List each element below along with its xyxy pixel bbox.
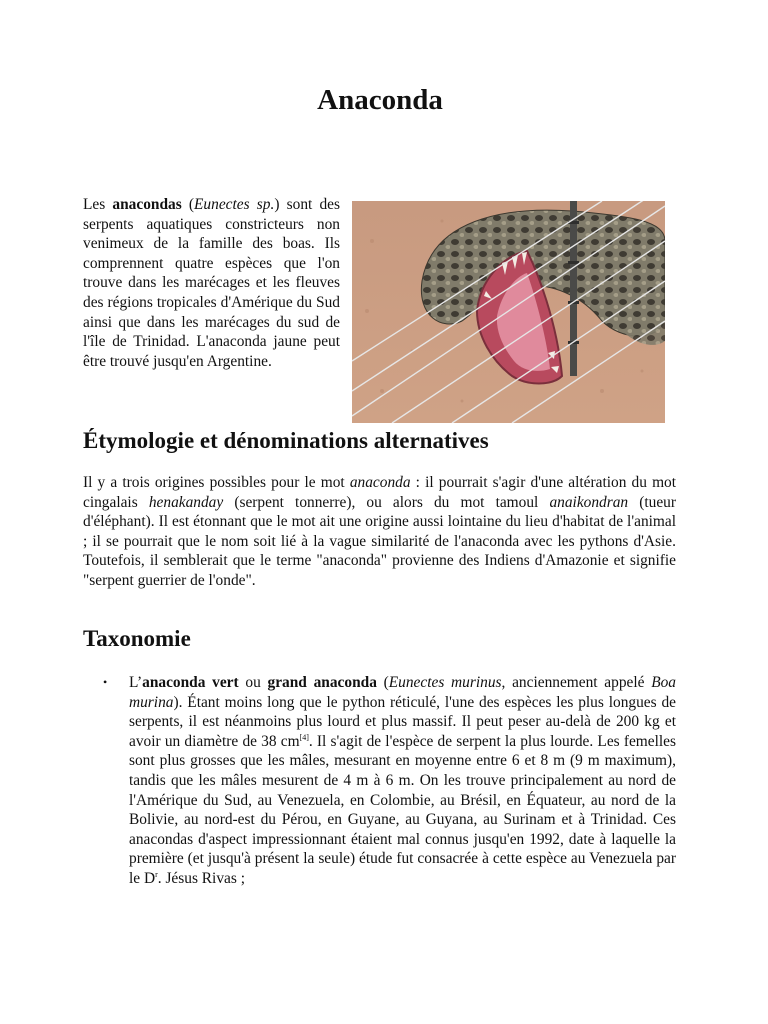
citation-link[interactable]: [4] bbox=[299, 732, 309, 742]
etymology-paragraph: Il y a trois origines possibles pour le mot anaconda : il pourrait s'agir d'une altération du mot cingalais henakanday (serpent tonnerre), ou alors du mot tamoul anaikondran (tueur d'éléphant). Il est étonnant que le mot ait une origine aussi lointaine du lieu d'habitat de l'animal ; il se pourrait que le nom soit lié à la vague similarité de l'anaconda avec les pythons d'Asie. Toutefois, il semblerait que le terme "anaconda" provienne des Indiens d'Amazonie et signifie "serpent guerrier de l'onde". bbox=[83, 474, 677, 589]
anaconda-photo bbox=[352, 201, 665, 423]
bullet-icon: • bbox=[103, 675, 108, 689]
list-item: • L’anaconda vert ou grand anaconda (Eunectes murinus, anciennement appelé Boa murina). Étant moins long que le python réticulé, l'une des espèces les plus longues de serpents, il est néanmoins plus lourd et plus massif. Il peut peser au-delà de 200 kg et avoir un diamètre de 38 cm[4]. Il s'agit de l'espèce de serpent la plus lourde. Les femelles sont plus grosses que les mâles, mesurant en moyenne entre 6 et 8 m (9 m maximum), tandis que les mâles mesurent de 4 m à 6 m. On les trouve principalement au nord de l'Amérique du Sud, au Venezuela, en Colombie, au Brésil, en Équateur, au nord de la Bolivie, au nord-est du Pérou, en Guyane, au Guyana, au Surinam et à Trinidad. Ces anacondas d'aspect impressionnant étaient mal connus jusqu'en 1992, date à laquelle la première (et jusqu'à présent la seule) étude fut consacrée à cette espèce au Venezuela par le $D^r$. Jésus Rivas ; bbox=[103, 674, 676, 887]
intro-paragraph: Les anacondas (Eunectes sp.) sont des serpents aquatiques constricteurs non venimeux de la famille des boas. Ils comprennent quatre espèces que l'on trouve dans les marécages et les fleuves des régions tropicales d'Amérique du Sud ainsi que dans les marécages du sud de l'île de Trinidad. L'anaconda jaune peut être trouvé jusqu'en Argentine. bbox=[83, 196, 340, 370]
taxonomy-list bbox=[83, 673, 676, 889]
page-title: Anaconda bbox=[317, 84, 443, 116]
section-heading-taxonomy: Taxonomie bbox=[83, 626, 191, 651]
section-heading-etymology: Étymologie et dénominations alternatives bbox=[83, 428, 489, 453]
